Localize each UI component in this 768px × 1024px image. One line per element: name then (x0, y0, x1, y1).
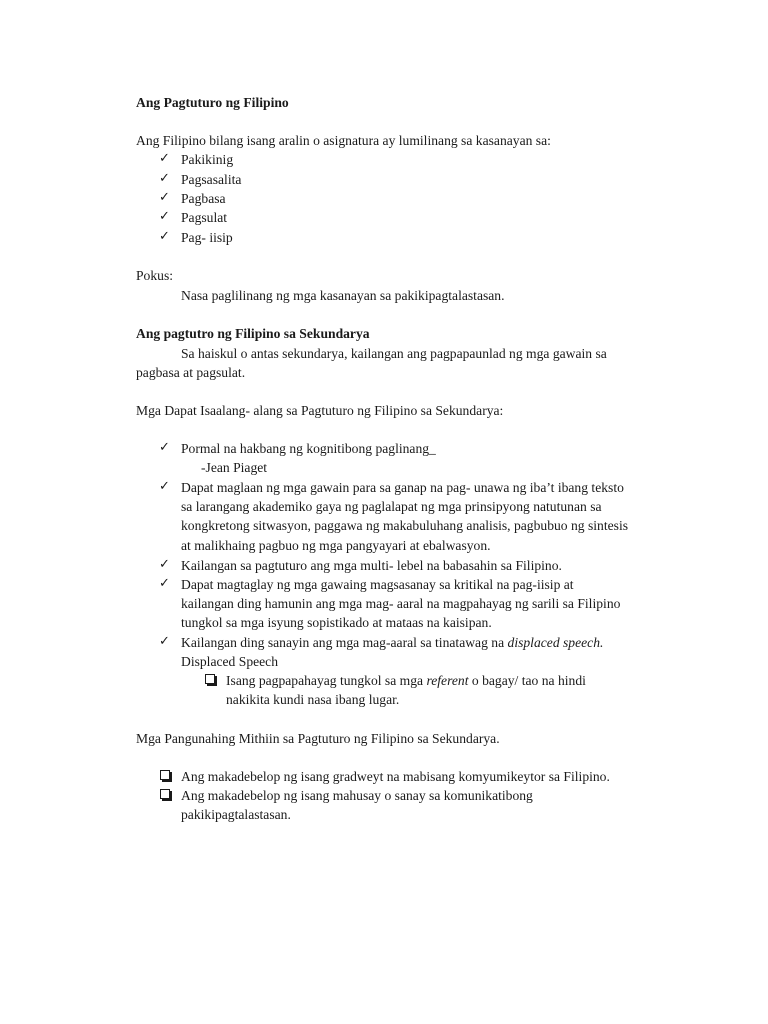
goal-item-line: pakikipagtalastasan. (181, 807, 291, 822)
pokus-label: Pokus: (136, 268, 174, 283)
dapat-heading: Mga Dapat Isaalang- alang sa Pagtuturo ng Filipino sa Sekundarya: (136, 403, 504, 418)
list-item-line: Dapat magtaglay ng mga gawaing magsasanay sa kritikal na pag-iisip at (181, 577, 574, 592)
checkmark-icon: ✓ (159, 634, 170, 649)
checkmark-icon: ✓ (159, 440, 170, 455)
pokus-text: Nasa paglilinang ng mga kasanayan sa pakikipagtalastasan. (181, 288, 505, 303)
sub-list-text: o bagay/ tao na hindi (468, 673, 586, 688)
skill-item: Pakikinig (181, 152, 234, 167)
list-item-line: sa larangang akademiko gaya ng paglalapat ng mga prinsipyong natutunan sa (181, 499, 602, 514)
heading-sekundarya: Ang pagtutro ng Filipino sa Sekundarya (136, 326, 370, 341)
goal-item: Ang makadebelop ng isang gradweyt na mabisang komyumikeytor sa Filipino. (181, 769, 610, 784)
list-item-line: at malikhaing pagbuo ng mga pangyayari at ebalwasyon. (181, 538, 491, 553)
checkmark-icon: ✓ (159, 229, 170, 244)
skill-item: Pagsulat (181, 210, 228, 225)
heading-pagtuturo: Ang Pagtuturo ng Filipino (136, 95, 289, 110)
sekundarya-text-line: Sa haiskul o antas sekundarya, kailangan ang pagpapaunlad ng mga gawain sa (181, 346, 607, 361)
square-bullet-icon (160, 770, 170, 780)
checkmark-icon: ✓ (159, 209, 170, 224)
attribution-text: -Jean Piaget (201, 460, 268, 475)
referent-term: referent (426, 673, 469, 688)
sub-list-text: Isang pagpapahayag tungkol sa mga (226, 673, 427, 688)
list-item-line: kailangan ding hamunin ang mga mag- aaral na magpahayag ng sarili sa Filipino (181, 596, 621, 611)
checkmark-icon: ✓ (159, 576, 170, 591)
list-item-line: Pormal na hakbang ng kognitibong paglinang_ (181, 441, 436, 456)
list-item-text: Kailangan ding sanayin ang mga mag-aaral sa tinatawag na (181, 635, 508, 650)
list-item-line: Dapat maglaan ng mga gawain para sa ganap na pag- unawa ng iba’t ibang teksto (181, 480, 624, 495)
checkmark-icon: ✓ (159, 151, 170, 166)
sekundarya-text-line: pagbasa at pagsulat. (136, 365, 246, 380)
skill-item: Pagsasalita (181, 172, 242, 187)
sub-list-item-line: nakikita kundi nasa ibang lugar. (226, 692, 400, 707)
checkmark-icon: ✓ (159, 171, 170, 186)
skill-item: Pag- iisip (181, 230, 233, 245)
skill-item: Pagbasa (181, 191, 226, 206)
displaced-speech-term: displaced speech. (507, 635, 604, 650)
square-bullet-icon (205, 674, 215, 684)
list-item-line: Kailangan sa pagtuturo ang mga multi- lebel na babasahin sa Filipino. (181, 558, 562, 573)
square-bullet-icon (160, 789, 170, 799)
checkmark-icon: ✓ (159, 479, 170, 494)
list-item-line (181, 633, 603, 652)
intro-text: Ang Filipino bilang isang aralin o asignatura ay lumilinang sa kasanayan sa: (136, 133, 551, 148)
subheading-displaced-speech: Displaced Speech (181, 654, 279, 669)
checkmark-icon: ✓ (159, 557, 170, 572)
list-item-line: kongkretong sitwasyon, paggawa ng makabuluhang analisis, pagbubuo ng sintesis (181, 518, 629, 533)
goal-item: Ang makadebelop ng isang mahusay o sanay sa komunikatibong (181, 788, 533, 803)
list-item-line: tungkol sa mga isyung sopistikado at mataas na kaisipan. (181, 615, 492, 630)
mithiin-heading: Mga Pangunahing Mithiin sa Pagtuturo ng Filipino sa Sekundarya. (136, 731, 500, 746)
checkmark-icon: ✓ (159, 190, 170, 205)
sub-list-item-line (226, 671, 586, 690)
